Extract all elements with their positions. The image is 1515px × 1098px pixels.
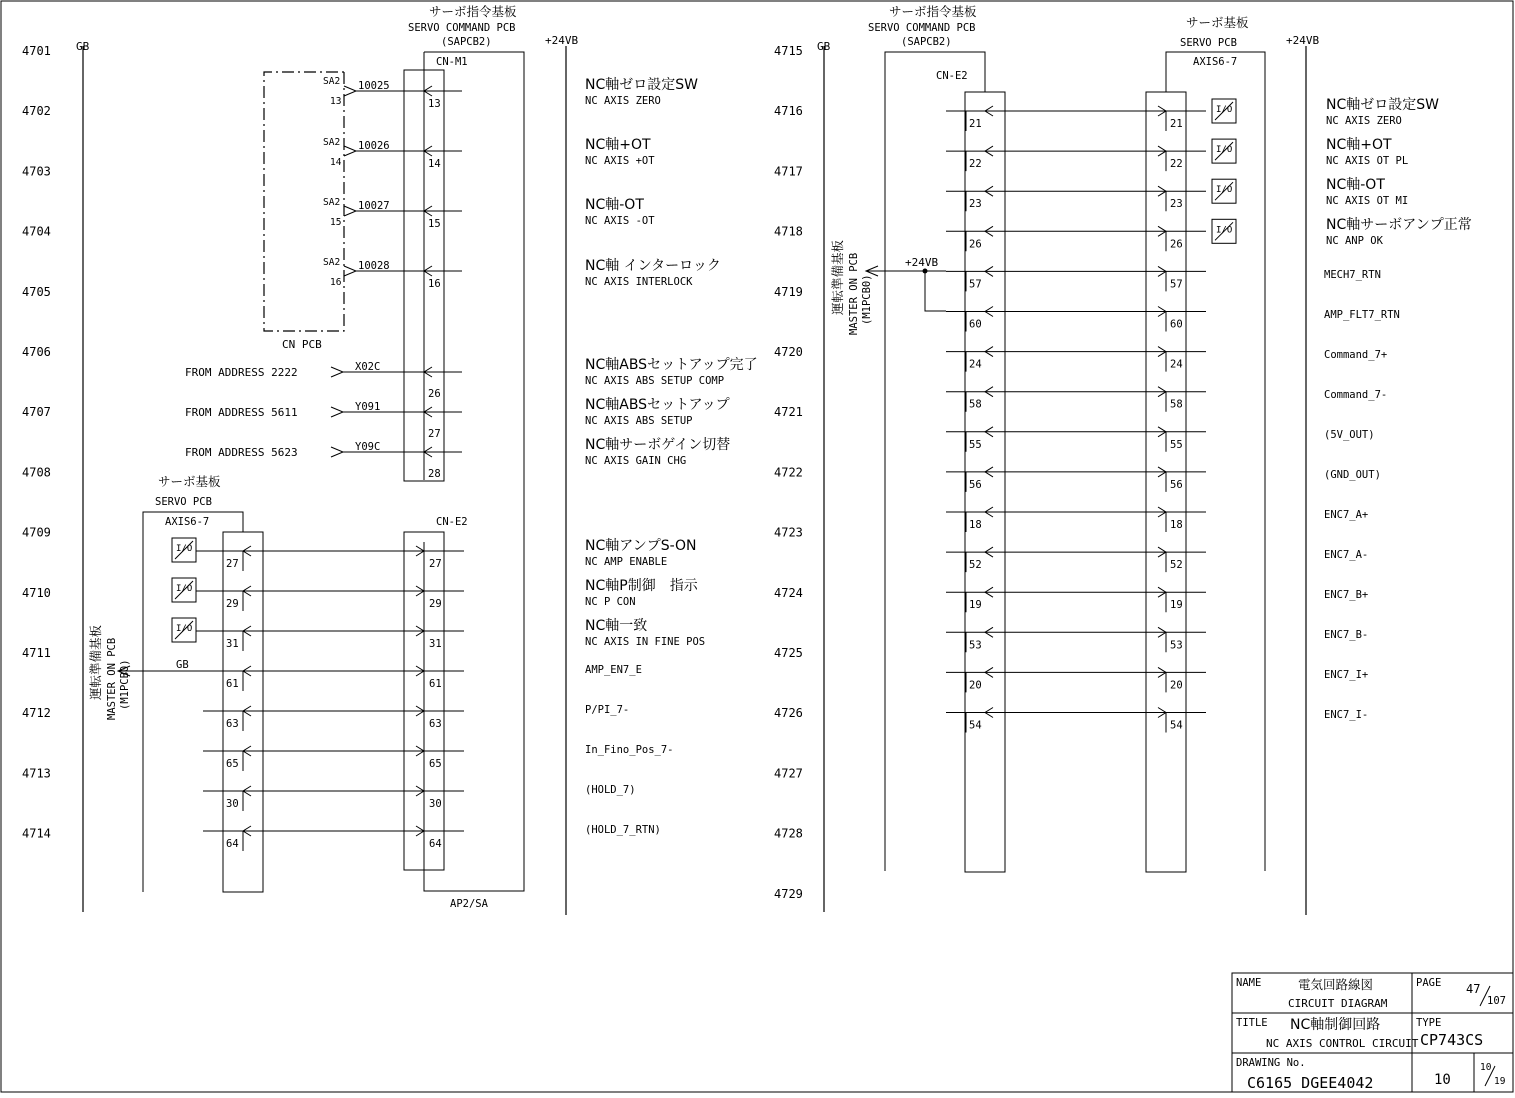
pin-number: 19	[1170, 599, 1183, 612]
e2-wire-row	[118, 666, 464, 691]
wire-code: 10026	[358, 140, 390, 152]
e2-wire-row	[203, 706, 464, 731]
row-number: 4728	[774, 826, 803, 841]
right-24vb-local-label: +24VB	[905, 256, 939, 269]
signal-en: NC AXIS ABS SETUP	[585, 415, 693, 427]
row-number: 4727	[774, 766, 803, 781]
row-number: 4714	[22, 826, 51, 841]
io-label: I/O	[176, 624, 193, 634]
row-number: 4704	[22, 224, 51, 239]
signal-jp: NC軸ABSセットアップ完了	[585, 357, 758, 373]
right-wire-row	[946, 146, 1206, 171]
pin-number: 63	[429, 718, 442, 730]
pin-number: 53	[1170, 639, 1183, 652]
right-wire-row	[946, 467, 1206, 492]
left-master-en: MASTER ON PCB	[106, 637, 118, 720]
signal-en: NC AXIS ZERO	[1326, 115, 1402, 127]
row-number: 4712	[22, 706, 51, 721]
pin-number: 53	[969, 639, 982, 652]
pin-number: 52	[969, 559, 982, 572]
signal-label	[1326, 216, 1472, 247]
signal-label	[585, 784, 636, 796]
pin-number: 19	[969, 599, 982, 612]
row-number: 4725	[774, 646, 803, 660]
pin-number: 61	[226, 678, 239, 690]
right-wire-row	[946, 226, 1206, 251]
left-e2-wires	[118, 546, 464, 851]
signal-en: NC AXIS IN FINE POS	[585, 636, 706, 648]
signal-label	[1324, 309, 1400, 321]
signal-label	[1324, 589, 1368, 601]
sa2-label: SA2	[323, 197, 341, 208]
right-signal-list	[1324, 96, 1472, 721]
right-io-symbols	[1212, 99, 1236, 243]
right-master-code: (M1PCB0)	[861, 274, 873, 325]
io-contact-icon	[1212, 179, 1236, 203]
right-wire-row	[946, 667, 1206, 692]
left-cn-m1-label: CN-M1	[436, 56, 468, 68]
io-label: I/O	[1216, 105, 1233, 115]
wire-pin: 13	[428, 98, 441, 110]
signal-en: In_Fino_Pos_7-	[585, 744, 674, 756]
pin-number: 23	[1170, 198, 1183, 211]
wire-chevron	[344, 266, 356, 276]
pin-number: 22	[1170, 158, 1183, 171]
right-cmd-board-outline	[885, 52, 985, 871]
left-servo-pcb-jp: サーボ基板	[158, 474, 221, 489]
signal-label	[1324, 509, 1368, 521]
pin-number: 54	[969, 719, 982, 732]
pin-number: 30	[429, 798, 442, 810]
pin-number: 20	[1170, 679, 1183, 692]
right-wire-row	[946, 627, 1206, 652]
signal-label	[585, 196, 655, 227]
left-row-numbers	[22, 44, 51, 841]
pin-number: 65	[226, 758, 239, 770]
sa2-label: SA2	[323, 76, 341, 87]
sa2-label: SA2	[323, 257, 341, 268]
signal-label	[585, 824, 661, 836]
pin-number: 58	[969, 398, 982, 411]
signal-label	[585, 537, 697, 568]
right-master-en: MASTER ON PCB	[848, 252, 860, 335]
wire-chevron	[344, 206, 356, 216]
wire-pin: 16	[428, 278, 441, 290]
signal-label	[1324, 269, 1381, 281]
left-gb-label: GB	[76, 40, 90, 53]
signal-label	[1324, 669, 1368, 681]
io-contact-icon	[1212, 99, 1236, 123]
signal-en: Command_7-	[1324, 389, 1388, 401]
right-servo-pcb-en: SERVO PCB	[1180, 37, 1237, 49]
row-number: 4729	[774, 886, 803, 901]
io-contact-icon	[1212, 219, 1236, 243]
row-number: 4715	[774, 44, 803, 58]
tb-name-label: NAME	[1236, 977, 1262, 989]
right-wire-row	[946, 307, 1206, 332]
signal-en: NC P CON	[585, 596, 636, 608]
wire-pin: 14	[428, 158, 441, 170]
signal-en: ENC7_I-	[1324, 709, 1369, 721]
ap2-sa-label: AP2/SA	[450, 898, 488, 910]
e2-wire-row	[203, 826, 464, 851]
tb-name-jp: 電気回路線図	[1298, 977, 1374, 992]
signal-label	[1326, 136, 1408, 167]
right-axis-label: AXIS6-7	[1193, 56, 1238, 68]
tb-drawing-no: C6165 DGEE4042	[1247, 1074, 1374, 1092]
pin-number: 29	[226, 598, 239, 610]
right-wire-row	[946, 587, 1206, 612]
right-header-en: SERVO COMMAND PCB	[868, 22, 976, 34]
pin-number: 21	[969, 118, 982, 130]
right-wire-row	[946, 547, 1206, 572]
right-servo-board-outline	[1166, 52, 1265, 871]
wire-num: 16	[330, 277, 342, 288]
right-servo-pcb-jp: サーボ基板	[1186, 15, 1249, 30]
signal-label	[1324, 629, 1368, 641]
row-number: 4709	[22, 525, 51, 540]
signal-jp: NC軸ゼロ設定SW	[1326, 97, 1439, 113]
wire-code: 10025	[358, 80, 390, 92]
signal-jp: NC軸-OT	[1326, 177, 1385, 193]
signal-en: (GND_OUT)	[1324, 469, 1381, 481]
signal-label	[585, 396, 730, 427]
row-number: 4721	[774, 405, 803, 420]
pin-number: 61	[429, 678, 442, 690]
right-cn-e2-label: CN-E2	[936, 70, 968, 82]
tb-title-en: NC AXIS CONTROL CIRCUIT	[1266, 1037, 1419, 1050]
e2-wire-row	[203, 786, 464, 811]
pin-number: 55	[969, 438, 982, 451]
right-wires	[946, 106, 1206, 733]
sheet-border	[1, 1, 1513, 1092]
signal-label	[585, 257, 721, 288]
right-gb-label: GB	[817, 40, 831, 53]
tb-drawing-label: DRAWING No.	[1236, 1057, 1306, 1069]
left-axis-label: AXIS6-7	[165, 516, 210, 528]
from-pin: 26	[428, 388, 441, 400]
signal-en: NC ANP OK	[1326, 235, 1383, 247]
pin-number: 56	[1170, 478, 1183, 491]
right-header-jp: サーボ指令基板	[889, 4, 977, 19]
from-address-text: FROM ADDRESS 5623	[185, 446, 298, 459]
row-number: 4719	[774, 284, 803, 299]
row-number: 4702	[22, 104, 51, 119]
left-header-en: SERVO COMMAND PCB	[408, 22, 516, 34]
signal-label	[1324, 349, 1387, 361]
signal-en: NC AXIS -OT	[585, 215, 655, 227]
sa2-label: SA2	[323, 137, 341, 148]
pin-number: 31	[429, 638, 442, 650]
left-header-jp: サーボ指令基板	[429, 4, 517, 19]
pin-number: 56	[969, 478, 982, 491]
signal-en: NC AXIS +OT	[585, 155, 655, 167]
signal-en: ENC7_B+	[1324, 589, 1369, 601]
row-number: 4726	[774, 706, 803, 721]
wire-num: 15	[330, 217, 342, 228]
right-master-jp: 運転準備基板	[830, 239, 845, 315]
row-number: 4723	[774, 525, 803, 540]
pin-number: 23	[969, 198, 982, 211]
pin-number: 57	[1170, 278, 1183, 291]
pin-number: 30	[226, 798, 239, 810]
pin-number: 22	[969, 158, 982, 171]
signal-en: NC AXIS OT MI	[1326, 195, 1409, 207]
from-address-wire-3	[185, 441, 462, 480]
signal-en: ENC7_A-	[1324, 549, 1369, 561]
right-wire-row	[946, 507, 1206, 532]
pin-number: 64	[226, 838, 239, 850]
signal-en: NC AXIS ABS SETUP COMP	[585, 375, 725, 387]
pin-number: 55	[1170, 438, 1183, 451]
row-number: 4708	[22, 465, 51, 480]
e2-wire-row	[203, 746, 464, 771]
signal-en: Command_7+	[1324, 349, 1388, 361]
pin-number: 58	[1170, 398, 1183, 411]
signal-en: ENC7_I+	[1324, 669, 1369, 681]
from-pin: 27	[428, 428, 441, 440]
signal-en: NC AMP ENABLE	[585, 556, 668, 568]
row-number: 4720	[774, 345, 803, 359]
left-master-code: (M1PCB0)	[119, 659, 131, 710]
signal-label	[1326, 176, 1408, 207]
pin-number: 24	[1170, 358, 1183, 371]
tb-page-label: PAGE	[1416, 977, 1442, 989]
row-number: 4710	[22, 585, 51, 600]
tb-sheet: 10	[1434, 1072, 1451, 1088]
from-code: Y09C	[355, 441, 381, 453]
signal-en: NC AXIS ZERO	[585, 95, 661, 107]
pin-number: 27	[226, 558, 239, 570]
pin-number: 24	[969, 358, 982, 371]
row-number: 4711	[22, 646, 51, 660]
right-row-numbers	[774, 44, 803, 901]
from-address-wire-1	[185, 361, 462, 400]
pin-number: 18	[1170, 519, 1183, 531]
row-number: 4724	[774, 585, 803, 600]
from-pin: 28	[428, 468, 441, 480]
signal-label	[1324, 389, 1387, 401]
signal-jp: NC軸 インターロック	[585, 258, 721, 274]
tb-title-label: TITLE	[1236, 1017, 1268, 1029]
left-master-on-pcb	[88, 624, 131, 720]
io-label: I/O	[176, 584, 193, 594]
io-contact-icon	[172, 538, 196, 562]
wire-chevron	[331, 447, 343, 457]
tb-sub-num: 10	[1480, 1062, 1492, 1073]
right-wire-row	[946, 708, 1206, 733]
right-wire-row	[946, 427, 1206, 452]
wire-num: 14	[330, 157, 342, 168]
io-label: I/O	[1216, 225, 1233, 236]
signal-jp: NC軸+OT	[1326, 137, 1392, 153]
right-master-on-pcb	[830, 239, 873, 335]
io-contact-icon	[172, 578, 196, 602]
io-label: I/O	[176, 544, 193, 554]
signal-label	[585, 664, 642, 676]
pin-number: 21	[1170, 118, 1183, 130]
row-number: 4718	[774, 224, 803, 239]
signal-label	[1324, 429, 1375, 441]
right-24vb-label: +24VB	[1286, 34, 1320, 47]
from-code: X02C	[355, 361, 381, 373]
signal-jp: NC軸ゼロ設定SW	[585, 77, 698, 93]
pin-number: 54	[1170, 719, 1183, 732]
from-code: Y091	[355, 401, 381, 413]
io-contact-icon	[1212, 139, 1236, 163]
signal-label	[585, 356, 758, 387]
from-address-wire-2	[185, 401, 462, 440]
wire-num: 13	[330, 96, 342, 107]
signal-label	[585, 617, 705, 648]
signal-jp: NC軸P制御 指示	[585, 578, 698, 594]
pin-number: 27	[429, 558, 442, 570]
row-number: 4716	[774, 104, 803, 119]
pin-number: 31	[226, 638, 239, 650]
wire-chevron	[344, 86, 356, 96]
signal-label	[585, 577, 699, 608]
row-number: 4706	[22, 345, 51, 359]
pin-number: 26	[1170, 238, 1183, 251]
left-servo-pcb-en: SERVO PCB	[155, 496, 212, 508]
pin-number: 63	[226, 718, 239, 730]
wire-pin: 15	[428, 218, 441, 230]
pin-number: 60	[1170, 318, 1183, 331]
signal-label	[1324, 549, 1368, 561]
right-wire-row	[946, 186, 1206, 211]
pin-number: 20	[969, 679, 982, 692]
right-header-code: (SAPCB2)	[901, 36, 952, 48]
signal-en: AMP_EN7_E	[585, 664, 642, 676]
wire-chevron	[331, 367, 343, 377]
io-label: I/O	[1216, 185, 1233, 196]
left-signal-list	[585, 76, 758, 836]
left-master-jp: 運転準備基板	[88, 624, 103, 700]
right-wire-row	[946, 106, 1206, 131]
pin-number: 29	[429, 598, 442, 610]
signal-en: (HOLD_7)	[585, 784, 636, 796]
tb-title-jp: NC軸制御回路	[1290, 1017, 1381, 1033]
signal-en: P/PI_7-	[585, 704, 630, 716]
wire-code: 10028	[358, 260, 390, 272]
signal-en: (5V_OUT)	[1324, 429, 1375, 441]
signal-en: ENC7_A+	[1324, 509, 1369, 521]
row-number: 4713	[22, 766, 51, 781]
left-24vb-label: +24VB	[545, 34, 579, 47]
signal-label	[585, 744, 674, 756]
wire-chevron	[331, 407, 343, 417]
row-number: 4705	[22, 284, 51, 299]
row-number: 4703	[22, 164, 51, 179]
tb-type-value: CP743CS	[1420, 1031, 1484, 1049]
right-wire-row	[946, 347, 1206, 372]
signal-label	[585, 704, 629, 716]
pin-number: 57	[969, 278, 982, 291]
signal-en: NC AXIS OT PL	[1326, 155, 1409, 167]
row-number: 4701	[22, 44, 51, 58]
left-header-code: (SAPCB2)	[441, 36, 492, 48]
row-number: 4707	[22, 405, 51, 420]
signal-label	[585, 136, 655, 167]
signal-label	[1326, 96, 1439, 127]
row-number: 4722	[774, 465, 803, 480]
title-block	[1232, 973, 1513, 1092]
signal-en: NC AXIS INTERLOCK	[585, 276, 693, 288]
signal-label	[1324, 469, 1381, 481]
row-number: 4717	[774, 164, 803, 179]
signal-label	[585, 436, 730, 467]
signal-jp: NC軸アンプS-ON	[585, 538, 697, 554]
tb-page-total: 107	[1487, 995, 1506, 1007]
tb-sub-total: 19	[1494, 1076, 1506, 1087]
cn-pcb-label: CN PCB	[282, 338, 322, 351]
signal-label	[585, 76, 698, 107]
junction-branch	[925, 271, 946, 311]
left-gb-wire-label: GB	[176, 659, 189, 671]
signal-en: AMP_FLT7_RTN	[1324, 309, 1400, 321]
signal-jp: NC軸サーボアンプ正常	[1326, 217, 1472, 233]
io-contact-icon	[172, 618, 196, 642]
right-wire-row	[946, 387, 1206, 412]
tb-type-label: TYPE	[1416, 1017, 1442, 1029]
signal-en: (HOLD_7_RTN)	[585, 824, 661, 836]
pin-number: 18	[969, 519, 982, 531]
signal-en: NC AXIS GAIN CHG	[585, 455, 687, 467]
signal-jp: NC軸-OT	[585, 197, 644, 213]
pin-number: 65	[429, 758, 442, 770]
left-cn-e2-label: CN-E2	[436, 516, 468, 528]
tb-page-num: 47	[1466, 982, 1481, 996]
wire-chevron	[344, 146, 356, 156]
signal-en: ENC7_B-	[1324, 629, 1369, 641]
signal-en: MECH7_RTN	[1324, 269, 1381, 281]
signal-jp: NC軸一致	[585, 618, 648, 634]
pin-number: 52	[1170, 559, 1183, 572]
from-address-text: FROM ADDRESS 2222	[185, 366, 298, 379]
pin-number: 60	[969, 318, 982, 331]
io-label: I/O	[1216, 145, 1233, 156]
signal-jp: NC軸サーボゲイン切替	[585, 437, 731, 453]
right-wire-row	[946, 266, 1206, 291]
from-address-text: FROM ADDRESS 5611	[185, 406, 298, 419]
signal-jp: NC軸+OT	[585, 137, 651, 153]
wire-code: 10027	[358, 200, 390, 212]
signal-jp: NC軸ABSセットアップ	[585, 397, 730, 413]
pin-number: 64	[429, 838, 442, 850]
left-io-symbols	[172, 538, 196, 642]
tb-name-en: CIRCUIT DIAGRAM	[1288, 997, 1388, 1010]
signal-label	[1324, 709, 1368, 721]
pin-number: 26	[969, 238, 982, 251]
